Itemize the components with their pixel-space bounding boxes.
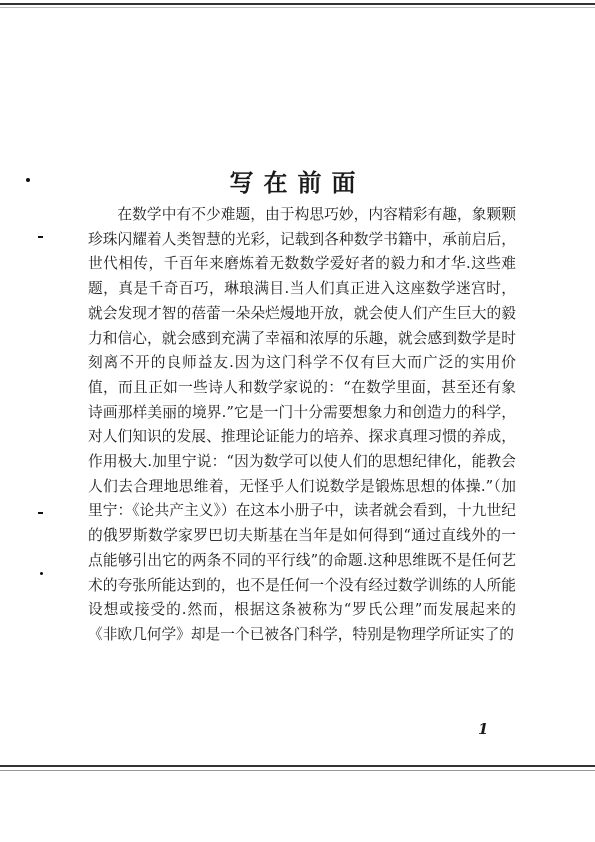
margin-dash (38, 236, 43, 238)
top-border-rule (0, 3, 595, 5)
page-title: 写在前面 (229, 168, 366, 198)
margin-dot (40, 572, 43, 575)
bottom-border-shadow (0, 770, 595, 771)
page-number: 1 (478, 720, 489, 738)
margin-dash (38, 512, 43, 514)
body-paragraph: 在数学中有不少难题，由于构思巧妙，内容精彩有趣，象颗颗珍珠闪耀着人类智慧的光彩，记载到各种数学书籍中，承前启后，世代相传，千百年来磨炼着无数数学爱好者的毅力和才华.这些难题，真是千奇百巧，琳琅满目.当人们真正进入这座数学迷宫时，就会发现才智的蓓蕾一朵朵烂熳地开放，就会使人们产生巨大的毅力和信心，就会感到充满了幸福和浓厚的乐趣，就会感到数学是时刻离不开的良师益友.因为这门科学不仅有巨大而广泛的实用价值，而且正如一些诗人和数学家说的：“在数学里面，甚至还有象诗画那样美丽的境界.”它是一门十分需要想象力和创造力的科学，对人们知识的发展、推理论证能力的培养、探求真理习惯的养成，作用极大.加里宁说：“因为数学可以使人们的思想纪律化，能教会人们去合理地思维着，无怪乎人们说数学是锻炼思想的体操.”（加里宁：《论共产主义》）在这本小册子中，读者就会看到，十九世纪的俄罗斯数学家罗巴切夫斯基在当年是如何得到“通过直线外的一点能够引出它的两条不同的平行线”的命题.这种思维既不是任何艺术的夸张所能达到的，也不是任何一个没有经过数学训练的人所能设想或接受的.然而，根据这条被称为“罗氏公理”而发展起来的《非欧几何学》却是一个已被各门科学，特别是物理学所证实了的 (88, 206, 516, 643)
top-border-shadow (0, 7, 595, 8)
bottom-border-rule (0, 765, 595, 767)
main-text (88, 203, 516, 648)
